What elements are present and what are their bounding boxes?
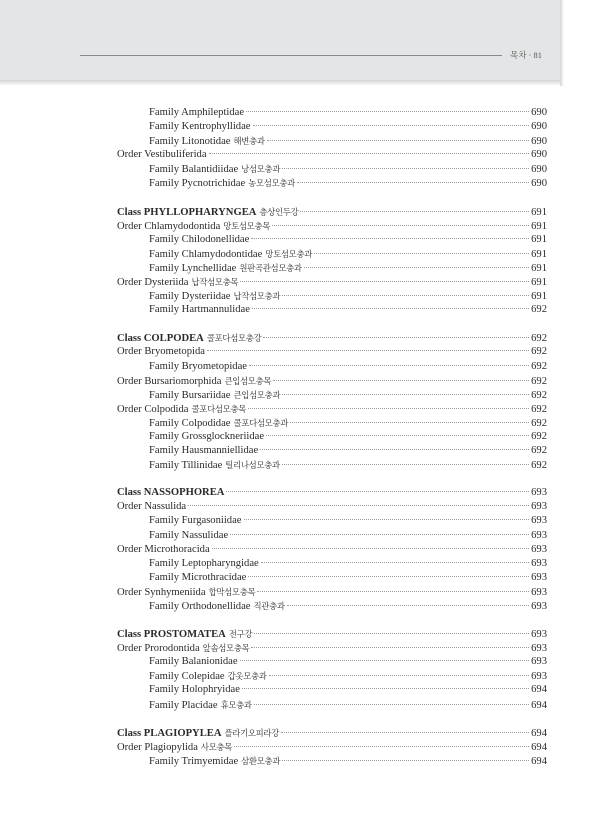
dot-leader xyxy=(263,337,529,338)
toc-entry-korean-name: 콜포다섬모충과 xyxy=(233,417,289,428)
dot-leader xyxy=(282,760,529,761)
toc-entry-family[interactable] xyxy=(117,233,547,247)
dot-leader xyxy=(234,746,529,747)
toc-entry-name: Family Pycnotrichidae xyxy=(149,178,246,190)
dot-leader xyxy=(212,548,529,549)
dot-leader xyxy=(240,281,529,282)
toc-entry-name: Family Orthodonellidae xyxy=(149,601,251,612)
toc-entry-korean-name: 콜포다섬모충강 xyxy=(206,333,262,344)
toc-entry-page-number: 692 xyxy=(531,389,547,401)
dot-leader xyxy=(266,435,529,436)
toc-entry-order[interactable] xyxy=(117,543,547,557)
toc-entry-name: Family Chilodonellidae xyxy=(149,233,250,245)
toc-entry-name: Family Amphileptidae xyxy=(149,107,245,118)
toc-entry-page-number: 692 xyxy=(531,460,547,472)
toc-entry-korean-name: 망토섬모충목 xyxy=(223,220,271,231)
toc-entry-korean-name: 해변충과 xyxy=(233,136,265,147)
toc-entry-name: Order Bursariomorphida xyxy=(117,375,222,387)
dot-leader xyxy=(282,168,529,169)
toc-entry-korean-name: 앞솜섬모충목 xyxy=(202,643,250,654)
dot-leader xyxy=(261,562,529,563)
toc-entry-family[interactable] xyxy=(117,289,547,303)
dot-leader xyxy=(267,140,529,141)
toc-entry-page-number: 692 xyxy=(531,403,547,415)
toc-entry-class[interactable] xyxy=(117,205,547,219)
toc-entry-page-number: 692 xyxy=(531,360,547,372)
dot-leader xyxy=(251,238,529,239)
dot-leader xyxy=(272,225,529,226)
dot-leader xyxy=(287,605,529,606)
toc-entry-korean-name: 납작섬모충과 xyxy=(233,291,281,302)
toc-entry-family[interactable] xyxy=(117,176,547,190)
dot-leader xyxy=(300,211,529,212)
dot-leader xyxy=(249,365,529,366)
dot-leader xyxy=(253,125,530,126)
toc-entry-name: Class PLAGIOPYLEA xyxy=(117,727,222,739)
toc-entry-name: Class COLPODEA xyxy=(117,333,204,345)
toc-entry-page-number: 694 xyxy=(531,741,547,753)
toc-entry-page-number: 691 xyxy=(531,248,547,260)
toc-entry-name: Family Furgasoniidae xyxy=(149,515,242,527)
dot-leader xyxy=(282,464,529,465)
running-header-page-label: 목차 · 81 xyxy=(510,50,543,60)
toc-entry-page-number: 693 xyxy=(531,586,547,598)
toc-entry-family[interactable] xyxy=(117,683,547,697)
toc-entry-name: Family Bursariidae xyxy=(149,389,231,401)
toc-entry-family[interactable] xyxy=(117,571,547,585)
toc-entry-name: Family Balantidiidae xyxy=(149,164,239,176)
toc-entry-korean-name: 직관충과 xyxy=(253,601,285,611)
dot-leader xyxy=(260,449,529,450)
toc-entry-family[interactable] xyxy=(117,416,547,430)
toc-entry-korean-name: 전구강 xyxy=(228,629,253,640)
toc-entry-page-number: 693 xyxy=(531,656,547,668)
dot-leader xyxy=(282,295,529,296)
toc-entry-page-number: 690 xyxy=(531,121,547,133)
toc-entry-order[interactable] xyxy=(117,275,547,289)
toc-entry-name: Family Colepidae xyxy=(149,671,225,683)
toc-entry-page-number: 693 xyxy=(531,543,547,555)
header-shadow xyxy=(0,80,560,86)
dot-leader xyxy=(240,660,530,661)
toc-entry-family[interactable] xyxy=(117,162,547,176)
toc-entry-page-number: 694 xyxy=(531,684,547,696)
toc-entry-page-number: 693 xyxy=(531,629,547,641)
dot-leader xyxy=(314,253,529,254)
dot-leader xyxy=(226,491,529,492)
toc-entry-korean-name: 틸리나섬모충과 xyxy=(225,460,280,471)
toc-entry-name: Family Lynchellidae xyxy=(149,262,237,274)
toc-entry-name: Family Nassulidae xyxy=(149,529,229,541)
toc-entry-family[interactable] xyxy=(117,754,547,768)
toc-entry-korean-name: 농모섬모충과 xyxy=(248,178,295,189)
toc-entry-page-number: 690 xyxy=(531,164,547,176)
toc-entry-order[interactable] xyxy=(117,219,547,233)
toc-entry-page-number: 693 xyxy=(531,601,547,612)
dot-leader xyxy=(248,408,529,409)
toc-entry-name: Order Vestibuliferida xyxy=(117,149,207,161)
toc-entry-korean-name: 휴모충과 xyxy=(220,699,252,710)
toc-entry-korean-name: 큰입섬모충과 xyxy=(233,389,281,400)
toc-entry-name: Order Microthoracida xyxy=(117,543,210,555)
toc-entry-korean-name: 사모충목 xyxy=(200,741,233,752)
toc-entry-name: Family Litonotidae xyxy=(149,136,231,148)
toc-entry-page-number: 692 xyxy=(531,417,547,429)
toc-entry-page-number: 693 xyxy=(531,571,547,583)
toc-entry-page-number: 693 xyxy=(531,557,547,569)
toc-entry-family[interactable] xyxy=(117,458,547,472)
dot-leader xyxy=(273,380,529,381)
toc-entry-korean-name: 낭섬모충과 xyxy=(241,164,281,175)
toc-entry-name: Family Dysteriidae xyxy=(149,291,231,303)
toc-entry-name: Order Plagiopylida xyxy=(117,741,198,753)
toc-entry-page-number: 690 xyxy=(531,107,547,118)
toc-entry-page-number: 690 xyxy=(531,178,547,190)
toc-entry-order[interactable] xyxy=(117,374,547,388)
toc-entry-family[interactable] xyxy=(117,120,547,134)
toc-entry-page-number: 693 xyxy=(531,529,547,541)
dot-leader xyxy=(246,111,529,112)
toc-entry-name: Family Microthracidae xyxy=(149,571,247,583)
toc-section xyxy=(117,106,547,191)
toc-entry-page-number: 690 xyxy=(531,136,547,148)
toc-entry-name: Family Holophryidae xyxy=(149,684,240,696)
toc-entry-family[interactable] xyxy=(117,698,547,712)
toc-entry-class[interactable] xyxy=(117,726,547,740)
toc-entry-name: Order Chlamydodontida xyxy=(117,220,221,232)
toc-entry-page-number: 693 xyxy=(531,643,547,655)
dot-leader xyxy=(188,505,529,506)
toc-entry-family[interactable] xyxy=(117,134,547,148)
toc-entry-page-number: 691 xyxy=(531,291,547,303)
dot-leader xyxy=(244,519,530,520)
toc-entry-name: Family Hartmannulidae xyxy=(149,304,250,316)
toc-entry-class[interactable] xyxy=(117,486,547,500)
toc-entry-page-number: 690 xyxy=(531,149,547,161)
toc-entry-name: Order Bryometopida xyxy=(117,346,205,358)
toc-entry-name: Family Leptopharyngidae xyxy=(149,557,259,569)
toc-entry-name: Order Dysteriida xyxy=(117,277,189,289)
dot-leader xyxy=(242,688,529,689)
toc-entry-page-number: 693 xyxy=(531,671,547,683)
toc-entry-name: Order Prorodontida xyxy=(117,643,200,655)
table-of-contents xyxy=(117,106,547,782)
toc-section xyxy=(117,486,547,613)
toc-entry-page-number: 691 xyxy=(531,220,547,232)
toc-entry-korean-name: 콜포다섬모충목 xyxy=(191,403,247,414)
toc-entry-korean-name: 층상인두강 xyxy=(259,206,299,217)
toc-section xyxy=(117,627,547,712)
toc-entry-name: Family Hausmanniellidae xyxy=(149,445,259,457)
toc-entry-page-number: 692 xyxy=(531,346,547,358)
toc-entry-name: Family Colpodidae xyxy=(149,417,231,429)
toc-entry-family[interactable] xyxy=(117,247,547,261)
toc-entry-name: Family Tillinidae xyxy=(149,460,223,472)
toc-entry-family[interactable] xyxy=(117,669,547,683)
dot-leader xyxy=(282,394,529,395)
toc-entry-page-number: 692 xyxy=(531,333,547,345)
toc-entry-order[interactable] xyxy=(117,585,547,599)
toc-entry-family[interactable] xyxy=(117,388,547,402)
toc-entry-order[interactable] xyxy=(117,500,547,514)
toc-entry-family[interactable] xyxy=(117,557,547,571)
toc-entry-page-number: 691 xyxy=(531,277,547,289)
header-edge xyxy=(560,0,564,86)
dot-leader xyxy=(257,591,529,592)
toc-entry-korean-name: 큰입섬모충목 xyxy=(224,375,272,386)
dot-leader xyxy=(252,308,529,309)
toc-entry-korean-name: 갑옷모충과 xyxy=(227,671,267,682)
toc-entry-korean-name: 원판곡관섬모충과 xyxy=(239,262,302,273)
dot-leader xyxy=(207,350,529,351)
toc-entry-name: Family Bryometopidae xyxy=(149,360,247,372)
toc-entry-page-number: 694 xyxy=(531,699,547,711)
toc-entry-korean-name: 삼환모충과 xyxy=(241,755,281,766)
toc-section xyxy=(117,331,547,472)
toc-entry-name: Order Synhymeniida xyxy=(117,586,206,598)
toc-entry-name: Family Kentrophyllidae xyxy=(149,121,251,133)
toc-entry-page-number: 694 xyxy=(531,755,547,767)
toc-entry-korean-name: 합막섬모충목 xyxy=(208,586,256,597)
dot-leader xyxy=(230,534,529,535)
toc-entry-page-number: 693 xyxy=(531,501,547,513)
dot-leader xyxy=(290,422,529,423)
toc-entry-page-number: 691 xyxy=(531,262,547,274)
dot-leader xyxy=(254,704,529,705)
dot-leader xyxy=(251,647,529,648)
dot-leader xyxy=(254,633,529,634)
toc-entry-page-number: 693 xyxy=(531,515,547,527)
toc-entry-order[interactable] xyxy=(117,402,547,416)
toc-entry-order[interactable] xyxy=(117,345,547,359)
toc-entry-family[interactable] xyxy=(117,261,547,275)
toc-entry-page-number: 692 xyxy=(531,430,547,442)
toc-entry-page-number: 691 xyxy=(531,233,547,245)
toc-entry-family[interactable] xyxy=(117,599,547,613)
toc-entry-name: Family Chlamydodontidae xyxy=(149,248,263,260)
dot-leader xyxy=(209,153,530,154)
toc-entry-page-number: 691 xyxy=(531,206,547,218)
toc-entry-family[interactable] xyxy=(117,655,547,669)
dot-leader xyxy=(297,182,529,183)
toc-entry-page-number: 693 xyxy=(531,487,547,499)
toc-entry-korean-name: 납작섬모충목 xyxy=(191,277,239,288)
toc-entry-name: Order Colpodida xyxy=(117,403,189,415)
dot-leader xyxy=(269,675,530,676)
toc-entry-name: Class PHYLLOPHARYNGEA xyxy=(117,206,257,218)
toc-entry-name: Family Placidae xyxy=(149,699,218,711)
toc-entry-page-number: 694 xyxy=(531,727,547,739)
header-rule xyxy=(80,55,502,56)
header-band xyxy=(0,0,560,80)
toc-section xyxy=(117,205,547,318)
toc-entry-name: Family Balanionidae xyxy=(149,656,238,668)
toc-entry-class[interactable] xyxy=(117,627,547,641)
toc-entry-family[interactable] xyxy=(117,529,547,543)
toc-entry-page-number: 692 xyxy=(531,375,547,387)
toc-entry-class[interactable] xyxy=(117,331,547,345)
toc-entry-family[interactable] xyxy=(117,106,547,120)
toc-entry-family[interactable] xyxy=(117,444,547,458)
dot-leader xyxy=(248,576,529,577)
toc-entry-name: Class NASSOPHOREA xyxy=(117,487,225,499)
toc-entry-korean-name: 플라기오피라강 xyxy=(224,727,280,738)
toc-entry-name: Family Grossglockneriidae xyxy=(149,430,265,442)
toc-entry-family[interactable] xyxy=(117,360,547,374)
dot-leader xyxy=(304,267,529,268)
toc-entry-family[interactable] xyxy=(117,303,547,317)
toc-entry-family[interactable] xyxy=(117,514,547,528)
toc-entry-order[interactable] xyxy=(117,148,547,162)
dot-leader xyxy=(281,732,529,733)
toc-entry-name: Family Trimyemidae xyxy=(149,755,239,767)
toc-entry-page-number: 692 xyxy=(531,304,547,316)
toc-entry-family[interactable] xyxy=(117,430,547,444)
toc-entry-order[interactable] xyxy=(117,740,547,754)
toc-entry-order[interactable] xyxy=(117,641,547,655)
toc-entry-name: Order Nassulida xyxy=(117,501,187,513)
toc-entry-korean-name: 망토섬모충과 xyxy=(265,248,313,259)
toc-section xyxy=(117,726,547,768)
toc-entry-name: Class PROSTOMATEA xyxy=(117,629,226,641)
toc-entry-page-number: 692 xyxy=(531,445,547,457)
